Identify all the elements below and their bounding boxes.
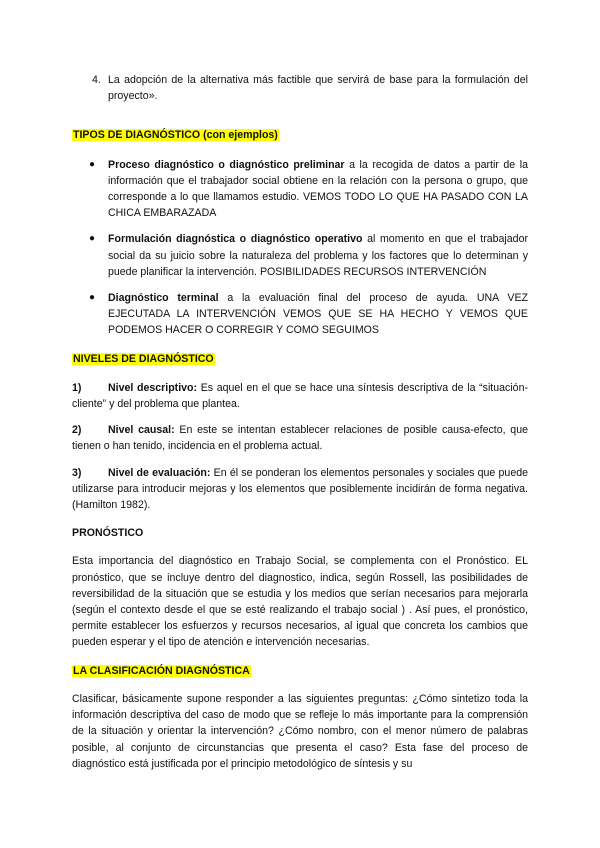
- item-number: 4.: [92, 74, 101, 86]
- item-term: Diagnóstico terminal: [108, 292, 219, 305]
- bullet-icon: ●: [89, 292, 96, 304]
- level-number: 1): [72, 381, 82, 394]
- list-item: [72, 231, 528, 280]
- level-term: Nivel causal:: [108, 424, 175, 437]
- numbered-item-4: [92, 72, 528, 104]
- level-term: Nivel de evaluación:: [108, 466, 211, 479]
- level-item-3: [72, 465, 528, 514]
- section-heading-clasificacion: [72, 663, 528, 679]
- section-heading-pronostico: PRONÓSTICO: [72, 527, 144, 540]
- level-number: 3): [72, 466, 82, 479]
- item-description: a la recogida de datos a partir de la información que el trabajador social obtiene en la relación con la persona o grupo, que corresponde a lo que llamamos estudio. VEMOS TODO LO QUE HA PASADO CON LA CHICA EMBARAZADA: [108, 158, 528, 220]
- list-item: [72, 290, 528, 339]
- document-page: [72, 72, 528, 772]
- level-description: Es aquel en el que se hace una síntesis descriptiva de la “situación-cliente” y del problema que plantea.: [72, 381, 528, 411]
- heading-highlight: LA CLASIFICACIÓN DIAGNÓSTICA: [73, 664, 250, 677]
- tipos-list: [72, 157, 528, 339]
- list-item: [72, 157, 528, 222]
- section-heading-tipos: [72, 127, 528, 143]
- level-description: En él se ponderan los elementos personales y sociales que puede utilizarse para introducir mejoras y los elementos que posiblemente incidirán de forma negativa.(Hamilton 1982).: [72, 466, 528, 512]
- level-number: 2): [72, 424, 82, 437]
- pronostico-paragraph: Esta importancia del diagnóstico en Trabajo Social, se complementa con el Pronóstico. EL pronóstico, que se incluye dentro del diagnostico, indica, según Rossell, las posibilidades de reversibilidad de la situación que se estudia y los medios que serían necesarios para mejorarla (según el contexto desde el que se esté realizando el trabajo social ) . Así pues, el pronóstico, permite establecer los esfuerzos y recursos necesarios, al igual que concreta los cambios que pueden esperar y el tipo de atención e intervención necesarias.: [72, 555, 528, 649]
- item-term: Formulación diagnóstica o diagnóstico operativo: [108, 233, 363, 246]
- level-term: Nivel descriptivo:: [108, 381, 198, 394]
- heading-highlight: NIVELES DE DIAGNÓSTICO: [73, 352, 214, 365]
- bullet-icon: ●: [89, 233, 96, 245]
- bullet-icon: ●: [89, 158, 96, 170]
- clasificacion-paragraph: Clasificar, básicamente supone responder a las siguientes preguntas: ¿Cómo sintetizo toda la información descriptiva del caso de modo que se refleje lo más importante para la comprensión de la situación y orientar la intervención? ¿Cómo nombro, con el menor número de palabras posible, al conjunto de circunstancias que presenta el caso? Esta fase del proceso de diagnóstico está justificada por el principio metodológico de síntesis y su: [72, 692, 528, 770]
- level-item-1: [72, 380, 528, 412]
- item-description: al momento en que el trabajador social da su juicio sobre la naturaleza del problema y los factores que lo determinan y puede planificar la intervención. POSIBILIDADES RECURSOS INTERVENCIÓN: [108, 233, 528, 278]
- item-description: a la evaluación final del proceso de ayuda. UNA VEZ EJECUTADA LA INTERVENCIÓN VEMOS QUE SE HA HECHO Y VEMOS QUE PODEMOS HACER O CORREGIR Y COMO SEGUIMOS: [108, 292, 528, 337]
- item-term: Proceso diagnóstico o diagnóstico preliminar: [108, 158, 345, 171]
- level-item-2: [72, 422, 528, 454]
- section-heading-niveles: [72, 351, 528, 367]
- item-text: La adopción de la alternativa más factible que servirá de base para la formulación del proyecto».: [108, 74, 528, 103]
- heading-highlight: TIPOS DE DIAGNÓSTICO (con ejemplos): [73, 129, 278, 142]
- level-description: En este se intentan establecer relaciones de posible causa-efecto, que tienen o han tenido, incidencia en el problema actual.: [72, 424, 528, 453]
